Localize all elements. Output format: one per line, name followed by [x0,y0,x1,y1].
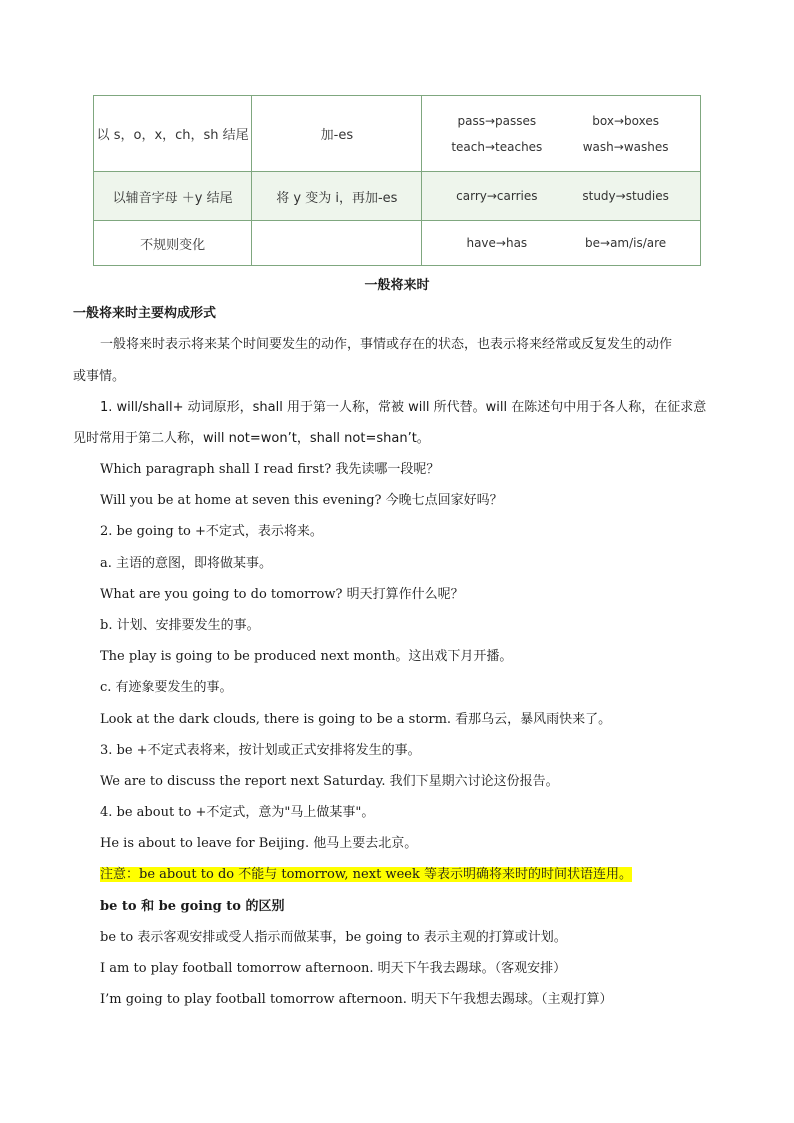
list-item: 2. be going to +不定式，表示将来。 [100,524,323,539]
examples-cell [422,221,701,266]
paragraph-line: be to 表示客观安排或受人指示而做某事，be going to 表示主观的打算或计划。 [100,930,567,945]
example: box→boxes [592,113,659,128]
section-title: 一般将来时 [364,278,430,293]
rule-cell: 将 y 变为 i，再加-es [252,172,422,221]
example: pass→passes [457,113,537,128]
list-item: 4. be about to +不定式，意为"马上做某事"。 [100,805,375,820]
example-sentence: We are to discuss the report next Saturday. 我们下星期六讨论这份报告。 [100,774,559,789]
example-sentence: What are you going to do tomorrow? 明天打算作什么呢？ [100,587,464,602]
example: carry→carries [456,189,538,203]
example: have→has [466,236,528,250]
condition-cell: 以辅音字母 ＋y 结尾 [94,172,252,221]
list-item: a. 主语的意图，即将做某事。 [100,556,273,571]
condition-cell: 以 s，o，x，ch，sh 结尾 [94,96,252,172]
table-row [94,172,701,221]
example-sentence: The play is going to be produced next month。这出戏下月开播。 [100,649,513,664]
table-row [94,221,701,266]
list-item: 3. be +不定式表将来，按计划或正式安排将发生的事。 [100,743,421,758]
example: be→am/is/are [585,236,667,250]
note-line [100,866,760,884]
list-item: c. 有迹象要发生的事。 [100,680,233,695]
rule-cell [252,221,422,266]
example-sentence: Which paragraph shall I read first? 我先读哪一段呢？ [100,462,440,477]
example-sentence: I am to play football tomorrow afternoon. 明天下午我去踢球。（客观安排） [100,961,567,976]
paragraph-line: 一般将来时表示将来某个时间要发生的动作，事情或存在的状态，也表示将来经常或反复发生的动作 [100,337,673,352]
examples-cell [422,172,701,221]
example-sentence: Look at the dark clouds, there is going to be a storm. 看那乌云，暴风雨快来了。 [100,712,612,727]
condition-cell: 不规则变化 [94,221,252,266]
heading: be to 和 be going to 的区别 [100,899,285,914]
example: teach→teaches [451,139,543,154]
paragraph-line: 见时常用于第二人称，will not=won’t，shall not=shan’t。 [73,431,430,446]
note-highlight: 注意：be about to do 不能与 tomorrow, next week 等表示明确将来时的时间状语连用。 [100,867,632,882]
example-sentence: He is about to leave for Beijing. 他马上要去北京。 [100,836,418,851]
heading: 一般将来时主要构成形式 [73,306,217,321]
example-sentence: Will you be at home at seven this evening? 今晚七点回家好吗？ [100,493,503,508]
paragraph-line: 1. will/shall+ 动词原形，shall 用于第一人称，常被 will 所代替。will 在陈述句中用于各人称，在征求意 [100,400,707,415]
example: study→studies [582,189,669,203]
example: wash→washes [582,139,669,154]
examples-cell [422,96,701,172]
list-item: b. 计划、安排要发生的事。 [100,618,260,633]
plural-rules-table [93,95,701,266]
table-row [94,96,701,172]
rule-cell: 加-es [252,96,422,172]
paragraph-line: 或事情。 [73,369,126,384]
example-sentence: I’m going to play football tomorrow afternoon. 明天下午我想去踢球。（主观打算） [100,992,613,1007]
